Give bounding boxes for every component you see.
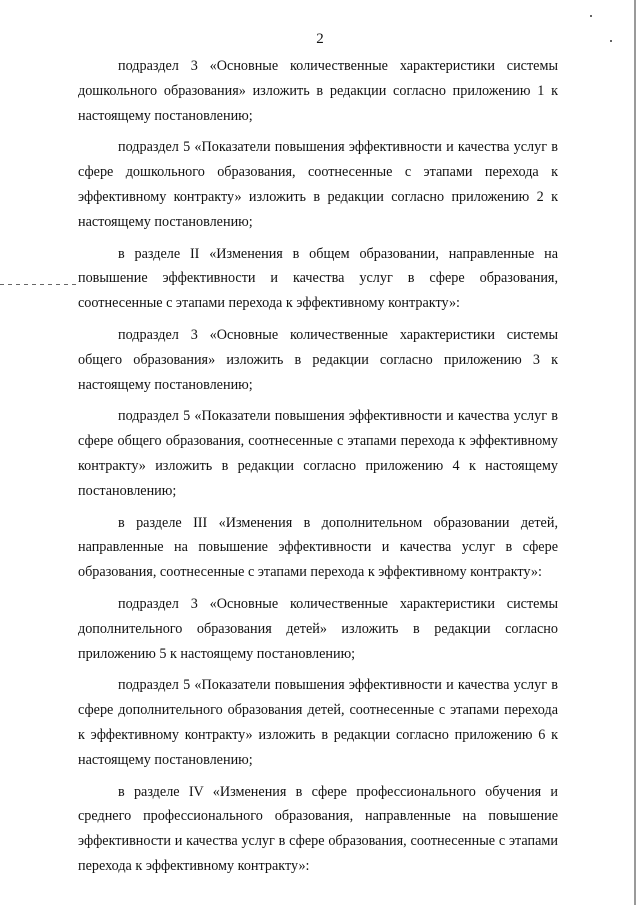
- paragraph: подраздел 3 «Основные количественные характеристики системы общего образования» изложить в редакции согласно приложению 3 к настоящему постановлению;: [78, 326, 558, 393]
- scan-edge-line: [634, 0, 636, 905]
- paragraph: подраздел 5 «Показатели повышения эффективности и качества услуг в сфере дошкольного образования, соотнесенные с этапами перехода к эффективному контракту» изложить в редакции согласно приложению 2 к настоящему постановлению;: [78, 139, 558, 230]
- page-number: 2: [316, 31, 324, 47]
- scan-speck: [590, 15, 592, 17]
- paragraph: подраздел 3 «Основные количественные характеристики системы дошкольного образования» изложить в редакции согласно приложению 1 к настоящему постановлению;: [78, 58, 558, 124]
- paragraph: в разделе IV «Изменения в сфере профессионального обучения и среднего профессионального образования, направленные на повышение эффективности и качества услуг в сфере образования, соотнесенные с этапами перехода к эффективному контракту»:: [78, 783, 558, 874]
- paragraph: подраздел 5 «Показатели повышения эффективности и качества услуг в сфере дополнительного образования детей, соотнесенные с этапами перехода к эффективному контракту» изложить в редакции согласно приложению 6 к настоящему постановлению;: [78, 677, 558, 768]
- paragraph: подраздел 5 «Показатели повышения эффективности и качества услуг в сфере общего образования, соотнесенные с этапами перехода к эффективному контракту» изложить в редакции согласно приложению 4 к настоящему постановлению;: [78, 408, 558, 499]
- scan-dashed-mark: [0, 284, 76, 285]
- paragraph: в разделе III «Изменения в дополнительном образовании детей, направленные на повышение эффективности и качества услуг в сфере образования, соотнесенные с этапами перехода к эффективному контракту»:: [78, 514, 558, 581]
- document-body: [78, 54, 558, 886]
- paragraph: в разделе II «Изменения в общем образовании, направленные на повышение эффективности и качества услуг в сфере образования, соотнесенные с этапами перехода к эффективному контракту»:: [78, 245, 558, 312]
- paragraph: подраздел 3 «Основные количественные характеристики системы дополнительного образования детей» изложить в редакции согласно приложению 5 к настоящему постановлению;: [78, 595, 558, 662]
